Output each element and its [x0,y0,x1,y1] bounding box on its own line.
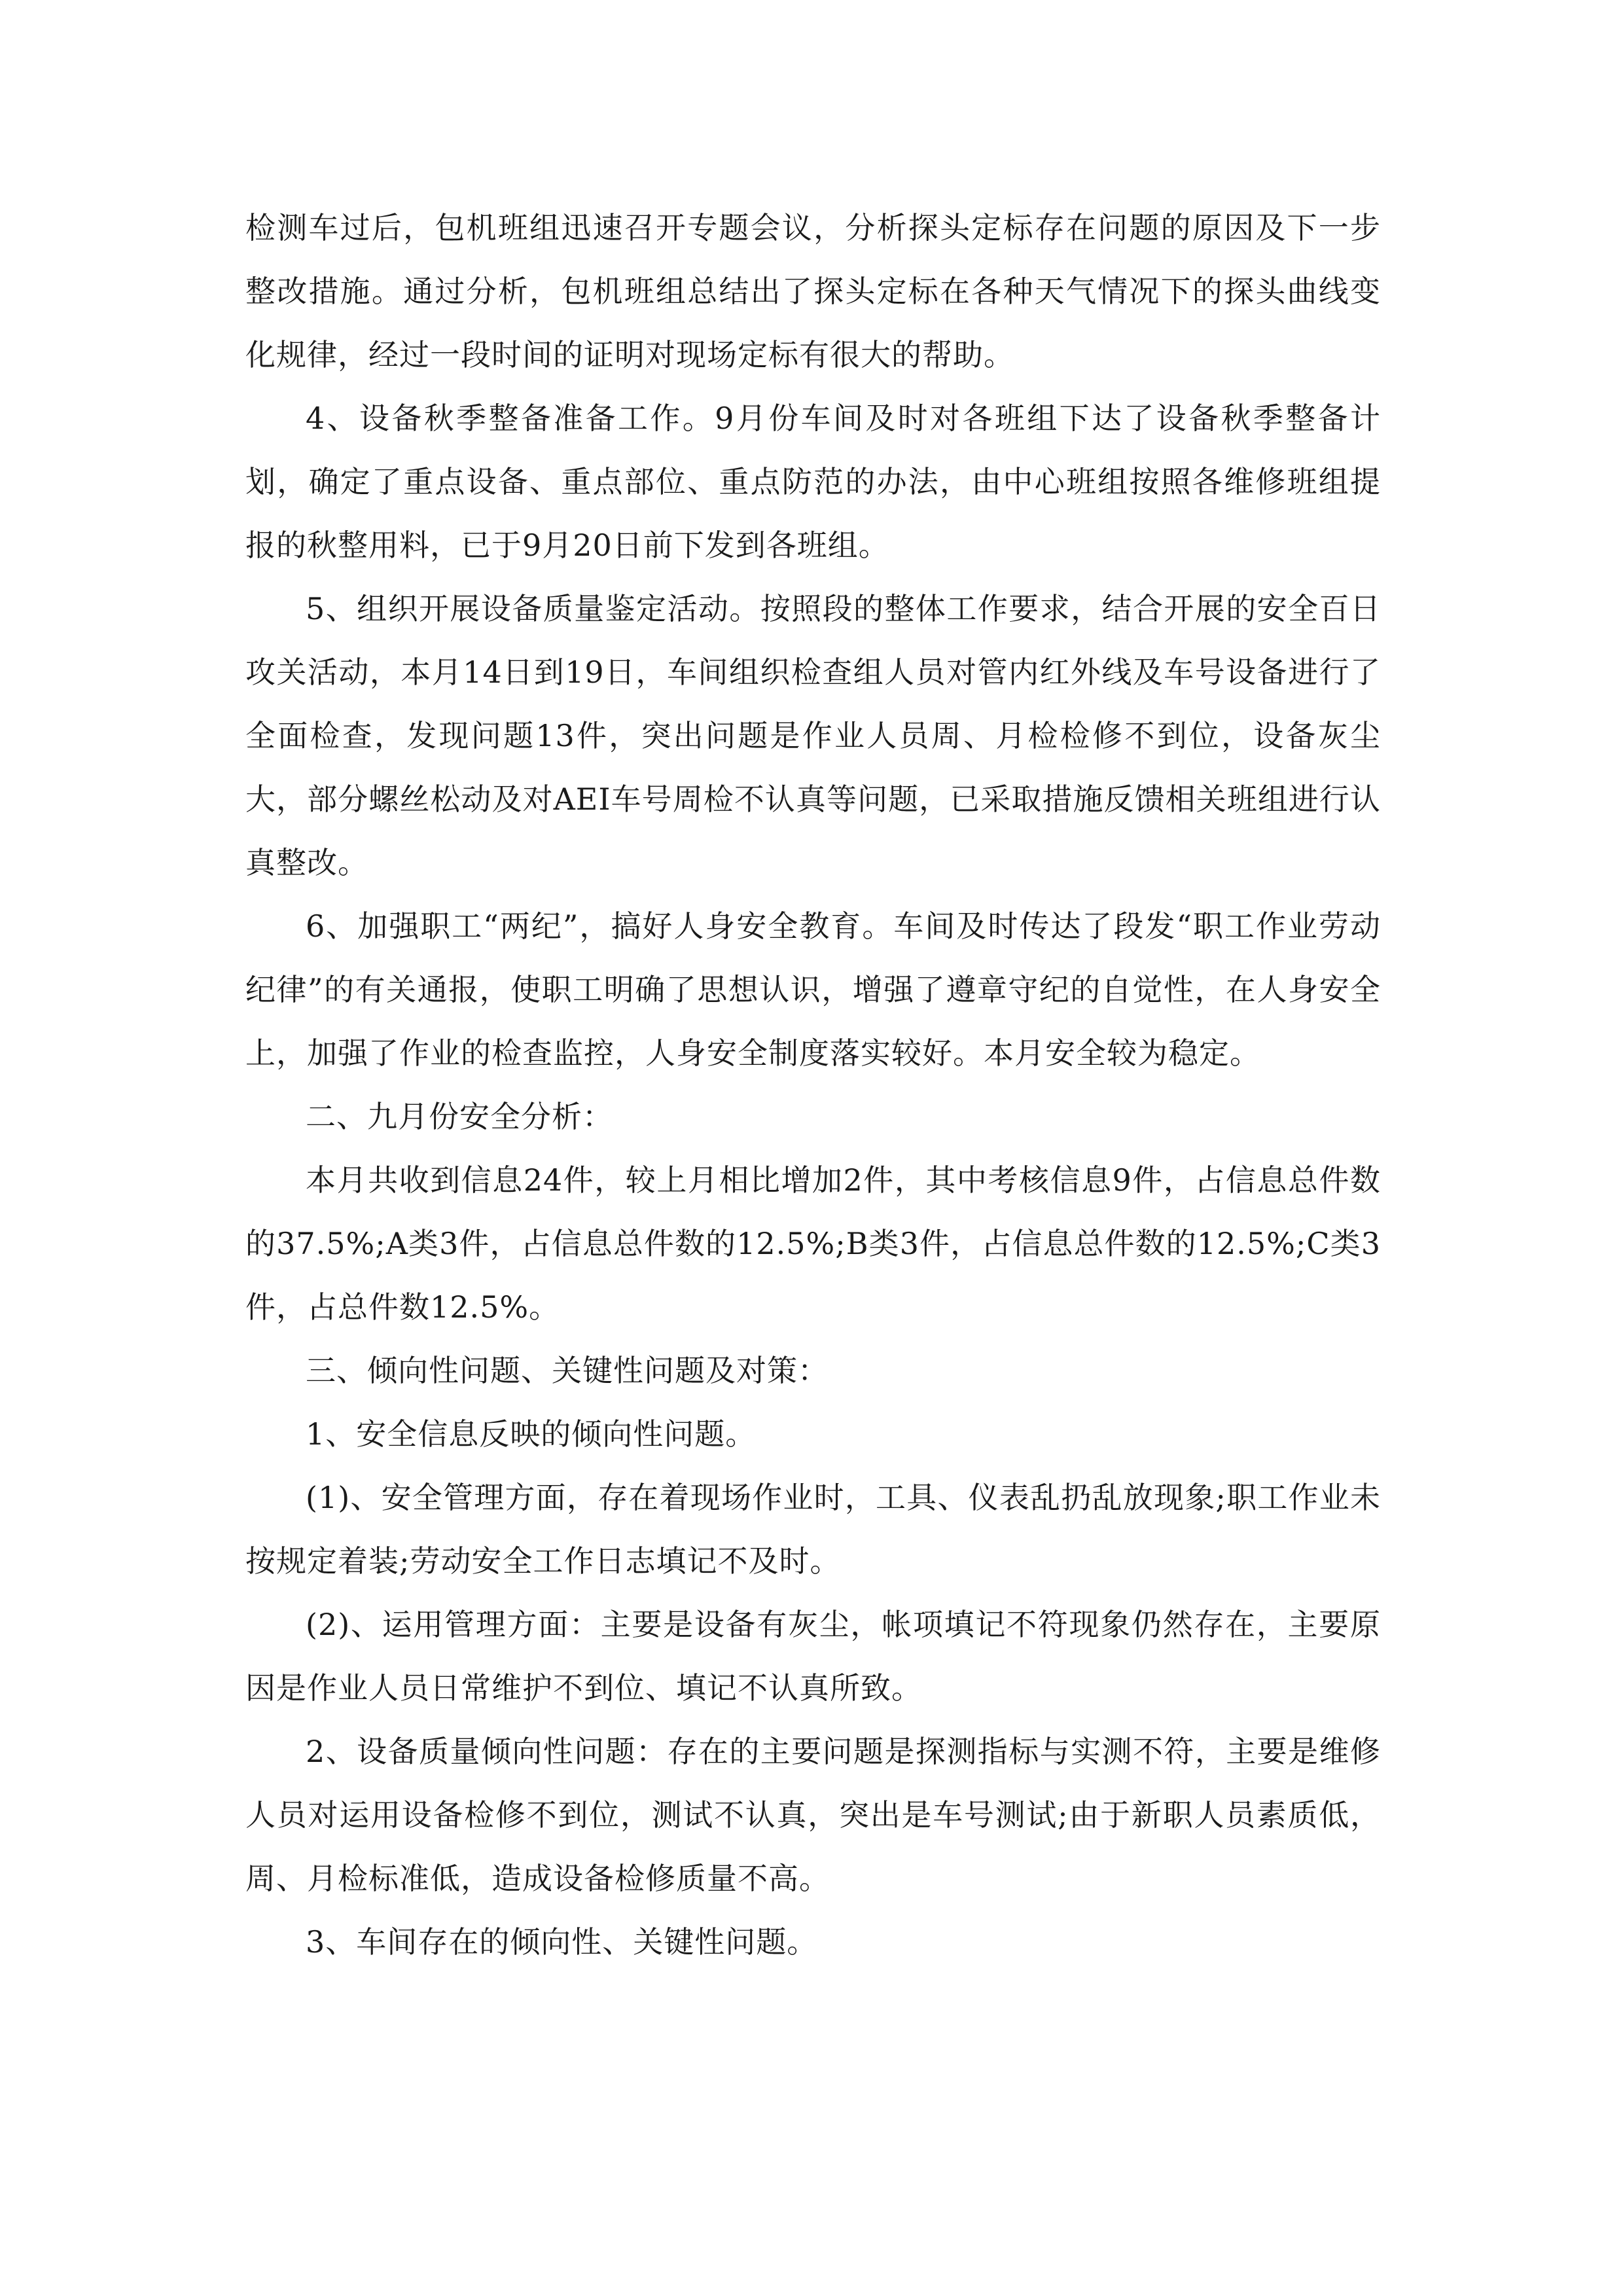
paragraph-item-4: 4、设备秋季整备准备工作。9月份车间及时对各班组下达了设备秋季整备计划，确定了重点设备、重点部位、重点防范的办法，由中心班组按照各维修班组提报的秋整用料，已于9月20日前下发到各班组。 [245,401,1381,563]
paragraph-safety-analysis: 本月共收到信息24件，较上月相比增加2件，其中考核信息9件，占信息总件数的37.5%;A类3件，占信息总件数的12.5%;B类3件，占信息总件数的12.5%;C类3件，占总件数12.5%。 [245,1162,1381,1325]
section-heading-2: 二、九月份安全分析： [306,1099,613,1134]
paragraph-sub-1: (1)、安全管理方面，存在着现场作业时，工具、仪表乱扔乱放现象;职工作业未按规定着装;劳动安全工作日志填记不及时。 [245,1480,1381,1579]
paragraph-continuation: 检测车过后，包机班组迅速召开专题会议，分析探头定标存在问题的原因及下一步整改措施。通过分析，包机班组总结出了探头定标在各种天气情况下的探头曲线变化规律，经过一段时间的证明对现场定标有很大的帮助。 [245,210,1381,372]
paragraph-item-3-workshop: 3、车间存在的倾向性、关键性问题。 [306,1924,818,1960]
paragraph-item-6: 6、加强职工“两纪”，搞好人身安全教育。车间及时传达了段发“职工作业劳动纪律”的有关通报，使职工明确了思想认识，增强了遵章守纪的自觉性，在人身安全上，加强了作业的检查监控，人身安全制度落实较好。本月安全较为稳定。 [245,908,1381,1071]
paragraph-item-2-quality: 2、设备质量倾向性问题：存在的主要问题是探测指标与实测不符，主要是维修人员对运用设备检修不到位，测试不认真，突出是车号测试;由于新职人员素质低，周、月检标准低，造成设备检修质量不高。 [245,1734,1381,1896]
subheading-1: 1、安全信息反映的倾向性问题。 [306,1416,757,1452]
paragraph-item-5: 5、组织开展设备质量鉴定活动。按照段的整体工作要求，结合开展的安全百日攻关活动，本月14日到19日，车间组织检查组人员对管内红外线及车号设备进行了全面检查，发现问题13件，突出问题是作业人员周、月检检修不到位，设备灰尘大，部分螺丝松动及对AEI车号周检不认真等问题，已采取措施反馈相关班组进行认真整改。 [245,591,1381,880]
section-heading-3: 三、倾向性问题、关键性问题及对策： [306,1353,829,1388]
document-body [245,196,1381,1974]
paragraph-sub-2: (2)、运用管理方面：主要是设备有灰尘，帐项填记不符现象仍然存在，主要原因是作业人员日常维护不到位、填记不认真所致。 [245,1607,1381,1706]
